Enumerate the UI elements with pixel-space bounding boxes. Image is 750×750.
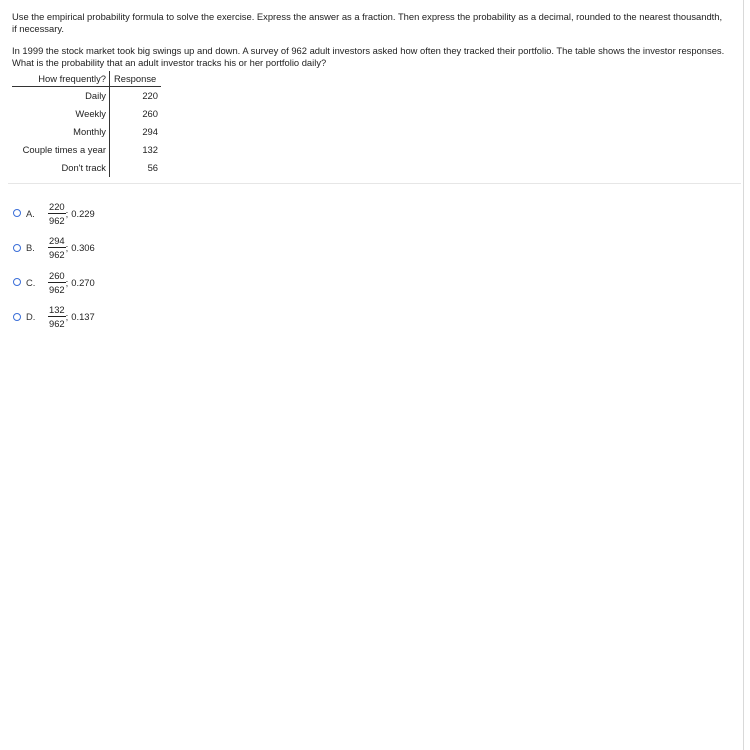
table-row-label: Couple times a year [12, 141, 110, 159]
table-row [12, 141, 161, 159]
fraction [48, 304, 66, 329]
choice-letter: A. [26, 207, 35, 219]
answer-choices [13, 196, 95, 334]
table-header-frequency: How frequently? [12, 71, 110, 87]
table-row [12, 87, 161, 106]
table-row-value: 220 [142, 90, 158, 101]
choice-c[interactable] [13, 265, 95, 300]
choice-letter: B. [26, 242, 35, 254]
question-prompt: In 1999 the stock market took big swings up and down. A survey of 962 adult investors asked how often they tracked their portfolio. The table shows the investor responses. What is the probability that an adult investor tracks his or her portfolio daily? [12, 45, 725, 68]
fraction-denominator: 962 [49, 283, 65, 295]
fraction [48, 270, 66, 295]
table-row-value: 56 [147, 162, 158, 173]
fraction-denominator: 962 [49, 214, 65, 226]
table-row [12, 123, 161, 141]
fraction-denominator: 962 [49, 249, 65, 261]
table-row-value: 294 [142, 126, 158, 137]
question-panel [12, 11, 727, 177]
choice-letter: C. [26, 276, 36, 288]
fraction [48, 235, 66, 260]
radio-button-a[interactable] [13, 209, 21, 217]
section-divider [8, 183, 741, 184]
choice-separator: ; [65, 276, 69, 288]
table-row-label: Weekly [12, 105, 110, 123]
table-row-label: Daily [12, 87, 110, 106]
radio-button-c[interactable] [13, 278, 21, 286]
frequency-table [12, 71, 161, 177]
page-right-border [743, 0, 744, 750]
choice-separator: ; [65, 311, 69, 323]
fraction-denominator: 962 [49, 318, 65, 330]
choice-decimal: 0.270 [71, 276, 95, 288]
fraction-numerator: 260 [49, 269, 65, 281]
choice-separator: ; [65, 207, 69, 219]
table-header-row [12, 71, 161, 87]
choice-decimal: 0.306 [71, 242, 95, 254]
fraction-numerator: 294 [49, 235, 65, 247]
table-header-response: Response [114, 72, 157, 84]
choice-b[interactable] [13, 231, 95, 266]
choice-separator: ; [65, 242, 69, 254]
table-row [12, 105, 161, 123]
choice-decimal: 0.229 [71, 207, 95, 219]
table-row [12, 159, 161, 177]
fraction [48, 201, 66, 226]
question-instruction: Use the empirical probability formula to solve the exercise. Express the answer as a fraction. Then express the probability as a decimal, rounded to the nearest thousandth, if necessary. [12, 11, 723, 34]
radio-button-b[interactable] [13, 244, 21, 252]
table-row-value: 260 [142, 108, 158, 119]
table-row-label: Monthly [12, 123, 110, 141]
fraction-numerator: 132 [49, 304, 65, 316]
choice-decimal: 0.137 [71, 311, 95, 323]
choice-d[interactable] [13, 300, 95, 335]
table-row-label: Don't track [12, 159, 110, 177]
table-row-value: 132 [142, 144, 158, 155]
fraction-numerator: 220 [49, 200, 65, 212]
choice-a[interactable] [13, 196, 95, 231]
choice-letter: D. [26, 311, 36, 323]
radio-button-d[interactable] [13, 313, 21, 321]
